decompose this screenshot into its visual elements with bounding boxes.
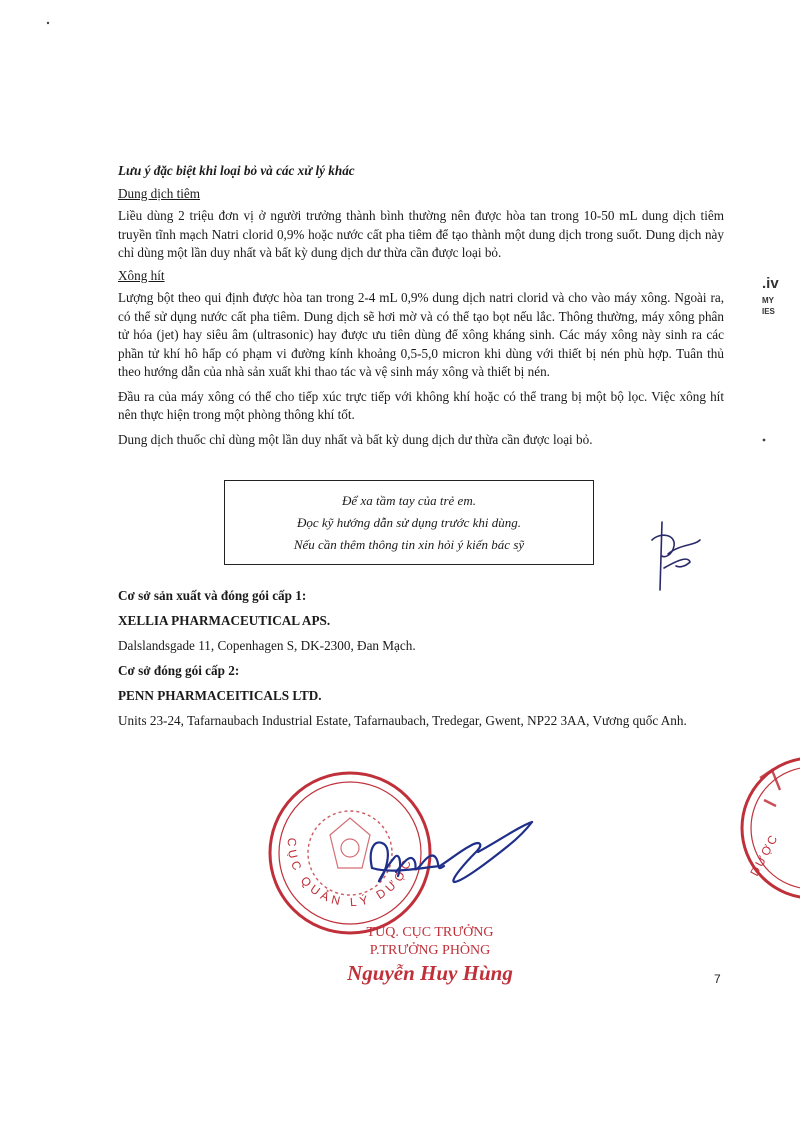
warning-line-consult-doctor: Nếu cần thêm thông tin xin hỏi ý kiến bác sỹ xyxy=(293,537,525,552)
manufacturer2-label: Cơ sở đóng gói cấp 2: xyxy=(118,663,240,678)
edge-fragment-top: .iv xyxy=(762,275,779,292)
nebulizer-paragraph: Đầu ra của máy xông có thể cho tiếp xúc trực tiếp với không khí hoặc có thể trang bị một bộ lọc. Việc xông hít nên thực hiện trong một phòng thông khí tốt. xyxy=(118,388,724,422)
warning-line-read-instructions: Đọc kỹ hướng dẫn sử dụng trước khi dùng. xyxy=(297,515,521,530)
scan-speck xyxy=(763,439,766,442)
official-seal xyxy=(270,773,430,933)
single-use-paragraph: Dung dịch thuốc chỉ dùng một lần duy nhất và bất kỳ dung dịch dư thừa cần được loại bỏ. xyxy=(118,431,593,447)
manufacturer1-name: XELLIA PHARMACEUTICAL APS. xyxy=(118,613,331,628)
signatory-title-2: P.TRƯỞNG PHÒNG xyxy=(369,943,491,958)
inhalation-paragraph: Lượng bột theo qui định được hòa tan trong 2-4 mL 0,9% dung dịch natri clorid và cho vào máy xông. Ngoài ra, có thể sử dụng nước cất pha tiêm. Dung dịch sẽ hơi mờ và có thể tạo bọt nếu lắc. Thông thường, máy xông phân tử hóa (jet) hay siêu âm (ultrasonic) hay được ưu tiên dùng để xông kháng sinh. Các máy xông này sinh ra các phần tử khí hô hấp có phạm vi đường kính khoảng 0,5-5,0 micron khi dùng với thiết bị nén phù hợp. Tuân thủ theo hướng dẫn của nhà sản xuất khi thao tác và vệ sinh máy xông và thiết bị nén. xyxy=(118,290,724,379)
seal-arc-text: CỤC QUẢN LÝ DƯỢC xyxy=(284,837,416,910)
signatory-title-1: TUQ. CỤC TRƯỞNG xyxy=(366,925,494,940)
manufacturer2-name: PENN PHARMACEITICALS LTD. xyxy=(118,688,322,703)
partial-seal-text: DƯỢC xyxy=(747,831,782,879)
initials-mark xyxy=(652,522,700,590)
injection-subheading: Dung dịch tiêm xyxy=(118,185,201,201)
edge-fragment-mid1: MY xyxy=(762,296,774,305)
inhalation-subheading: Xông hít xyxy=(118,267,165,283)
manufacturer2-address: Units 23-24, Tafarnaubach Industrial Estate, Tafarnaubach, Tredegar, Gwent, NP22 3AA, Vương quốc Anh. xyxy=(118,713,687,728)
injection-paragraph: Liều dùng 2 triệu đơn vị ở người trưởng thành bình thường nên được hòa tan trong 10-50 mL dung dịch tiêm truyền tĩnh mạch Natri clorid 0,9% hoặc nước cất pha tiêm để tạo thành một dung dịch trong suốt. Dung dịch này chỉ dùng một lần duy nhất và bất kỳ dung dịch dư thừa cần được loại bỏ. xyxy=(118,208,724,260)
manufacturer1-address: Dalslandsgade 11, Copenhagen S, DK-2300, Đan Mạch. xyxy=(118,638,416,653)
signatory-name: Nguyễn Huy Hùng xyxy=(347,961,513,985)
warning-line-children: Để xa tầm tay của trẻ em. xyxy=(342,493,476,508)
manufacturer1-label: Cơ sở sản xuất và đóng gói cấp 1: xyxy=(118,588,307,603)
page-number: 7 xyxy=(714,972,721,986)
partial-seal-right xyxy=(742,758,800,898)
section-heading: Lưu ý đặc biệt khi loại bỏ và các xử lý khác xyxy=(118,163,355,178)
edge-fragment-mid2: IES xyxy=(762,307,775,316)
scan-speck xyxy=(47,22,49,24)
